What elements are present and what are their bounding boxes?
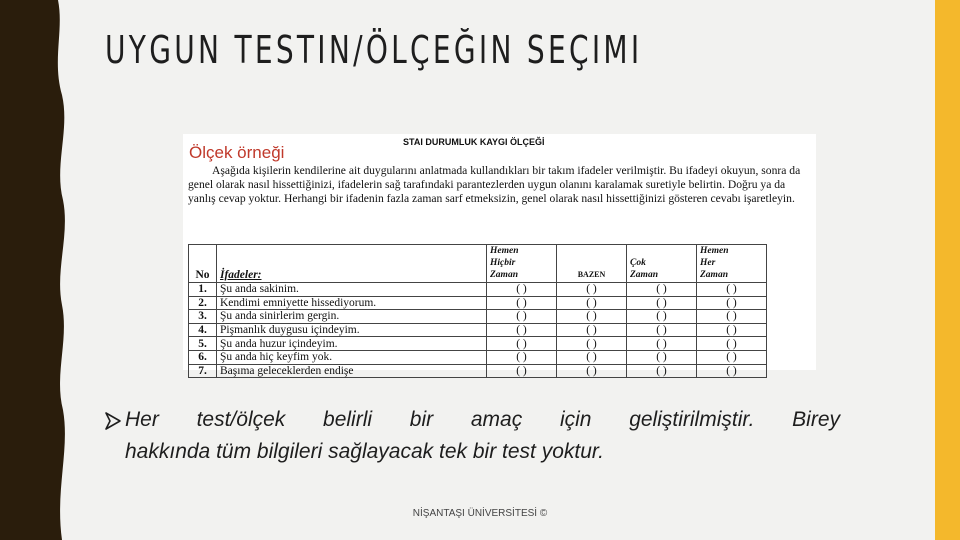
table-row — [189, 337, 767, 351]
footer-text: NİŞANTAŞI ÜNİVERSİTESİ © — [412, 508, 548, 519]
option-parenthesis: ( ) — [627, 296, 697, 310]
scale-example-image — [183, 134, 816, 377]
row-statement: Şu anda hiç keyfim yok. — [217, 350, 487, 364]
scale-example-caption: Ölçek örneği — [189, 143, 285, 162]
option-parenthesis: ( ) — [557, 337, 627, 351]
table-row — [189, 350, 767, 364]
option-parenthesis: ( ) — [627, 350, 697, 364]
row-number: 1. — [189, 283, 217, 297]
option-parenthesis: ( ) — [487, 296, 557, 310]
option-parenthesis: ( ) — [557, 323, 627, 337]
right-accent-band — [935, 0, 960, 540]
option-parenthesis: ( ) — [697, 283, 767, 297]
row-number: 5. — [189, 337, 217, 351]
option-parenthesis: ( ) — [487, 310, 557, 324]
option-parenthesis: ( ) — [627, 310, 697, 324]
table-row — [189, 283, 767, 297]
row-number: 2. — [189, 296, 217, 310]
option-parenthesis: ( ) — [627, 283, 697, 297]
row-statement: Şu anda huzur içindeyim. — [217, 337, 487, 351]
column-header-1: Hemen Hiçbir Zaman — [487, 245, 557, 283]
option-parenthesis: ( ) — [487, 283, 557, 297]
option-parenthesis: ( ) — [697, 296, 767, 310]
row-statement: Başıma geleceklerden endişe — [217, 364, 487, 378]
option-parenthesis: ( ) — [557, 364, 627, 378]
row-statement: Pişmanlık duygusu içindeyim. — [217, 323, 487, 337]
scale-heading: STAI DURUMLUK KAYGI ÖLÇEĞİ — [403, 137, 545, 147]
option-parenthesis: ( ) — [487, 337, 557, 351]
row-number: 3. — [189, 310, 217, 324]
option-parenthesis: ( ) — [487, 364, 557, 378]
option-parenthesis: ( ) — [557, 296, 627, 310]
row-number: 6. — [189, 350, 217, 364]
scale-table-header-row — [189, 245, 767, 283]
option-parenthesis: ( ) — [697, 364, 767, 378]
table-row — [189, 310, 767, 324]
option-parenthesis: ( ) — [627, 364, 697, 378]
table-row — [189, 296, 767, 310]
scale-table — [188, 244, 767, 378]
option-parenthesis: ( ) — [697, 310, 767, 324]
column-header-3: Çok Zaman — [627, 245, 697, 283]
row-statement: Şu anda sakinim. — [217, 283, 487, 297]
option-parenthesis: ( ) — [627, 337, 697, 351]
row-statement: Şu anda sinirlerim gergin. — [217, 310, 487, 324]
row-number: 4. — [189, 323, 217, 337]
bullet-point — [105, 404, 840, 468]
table-row — [189, 323, 767, 337]
table-row — [189, 364, 767, 378]
row-statement: Kendimi emniyette hissediyorum. — [217, 296, 487, 310]
option-parenthesis: ( ) — [557, 283, 627, 297]
option-parenthesis: ( ) — [627, 323, 697, 337]
option-parenthesis: ( ) — [487, 323, 557, 337]
option-parenthesis: ( ) — [557, 310, 627, 324]
slide-title: UYGUN TESTIN/ÖLÇEĞIN SEÇIMI — [105, 28, 643, 72]
option-parenthesis: ( ) — [557, 350, 627, 364]
row-number: 7. — [189, 364, 217, 378]
option-parenthesis: ( ) — [697, 350, 767, 364]
option-parenthesis: ( ) — [697, 323, 767, 337]
option-parenthesis: ( ) — [697, 337, 767, 351]
items-column-header: İfadeler: — [217, 245, 487, 283]
arrow-bullet-icon — [105, 412, 121, 430]
no-column-header: No — [189, 245, 217, 283]
left-decorative-band — [0, 0, 70, 540]
bullet-text-line-2: hakkında tüm bilgileri sağlayacak tek bir test yoktur. — [125, 440, 604, 463]
column-header-4: Hemen Her Zaman — [697, 245, 767, 283]
option-parenthesis: ( ) — [487, 350, 557, 364]
column-header-2: BAZEN — [557, 245, 627, 283]
bullet-text-line-1: Her test/ölçek belirli bir amaç için geliştirilmiştir. Birey — [125, 408, 840, 431]
scale-instructions: Aşağıda kişilerin kendilerine ait duygularını anlatmada kullandıkları bir takım ifadeler verilmiştir. Bu ifadeyi okuyun, sonra da genel olarak nasıl hissettiğinizi, ifadelerin sağ tarafındaki parantezlerden uygun olanını karalamak suretiyle belirtin. Doğru ya da yanlış cevap yoktur. Herhangi bir ifadenin fazla zaman sarf etmeksizin, genel olarak nasıl hissettiğinizi gösteren cevabı işaretleyin. — [188, 164, 801, 206]
